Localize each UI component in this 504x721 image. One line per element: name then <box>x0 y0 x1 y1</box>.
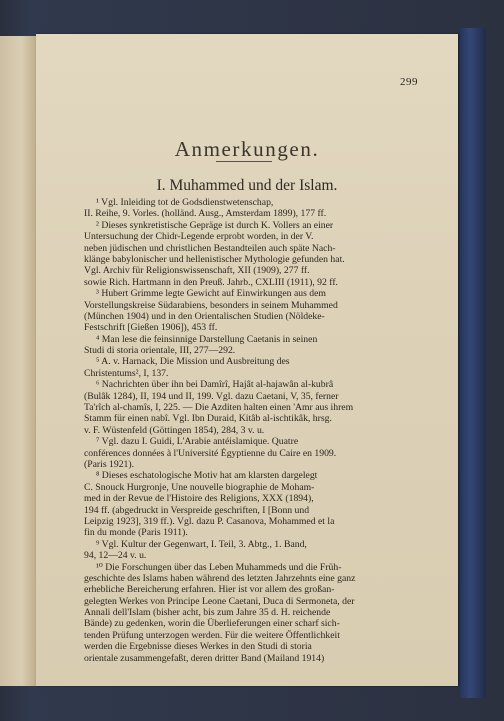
note-line: Leipzig 1923], 319 ff.). Vgl. dazu P. Casanova, Mohammed et la <box>84 515 335 527</box>
note-line: ⁶ Nachrichten über ihn bei Damîrî, Hajât al-hajawân al-kubrâ <box>96 379 334 391</box>
note-line: tenden Prüfung unterzogen werden. Für die weitere Öffentlichkeit <box>84 629 340 641</box>
note-line: Vgl. Archiv für Religionswissenschaft, XII (1909), 277 ff. <box>84 265 310 277</box>
note-line: 194 ff. (abgedruckt in Verspreide geschriften, I [Bonn und <box>84 504 310 516</box>
previous-page-edge <box>0 36 37 686</box>
note-line: ⁵ A. v. Harnack, Die Mission und Ausbreitung des <box>96 356 290 368</box>
note-line: Ta'rîch al-chamîs, I, 225. — Die Azditen halten einen 'Amr aus ihrem <box>84 402 354 414</box>
book-page <box>36 34 458 686</box>
note-line: ⁹ Vgl. Kultur der Gegenwart, I. Teil, 3. Abtg., 1. Band, <box>96 538 307 550</box>
note-line: Annali dell'Islam (bisher acht, bis zum Jahre 35 d. H. reichende <box>84 607 331 619</box>
note-line: gelegten Werkes von Principe Leone Caetani, Duca di Sermoneta, der <box>84 595 355 607</box>
note-line: Untersuchung der Chidr-Legende erprobt worden, in der V. <box>84 231 314 243</box>
note-line: Vorstellungskreise Südarabiens, besonders in seinem Muhammed <box>84 299 338 311</box>
note-line: (München 1904) und in den Orientalischen Studien (Nöldeke- <box>84 310 325 322</box>
note-line: v. F. Wüstenfeld (Göttingen 1854), 284, 3 v. u. <box>84 424 265 436</box>
note-line: erhebliche Bereicherung erfahren. Hier ist vor allem des großan- <box>84 584 335 596</box>
note-line: sowie Rich. Hartmann in den Preuß. Jahrb., CXLIII (1911), 92 ff. <box>84 276 338 288</box>
note-line: (Paris 1921). <box>84 458 135 470</box>
note-line: II. Reihe, 9. Vorles. (holländ. Ausg., Amsterdam 1899), 177 ff. <box>84 208 327 220</box>
note-line: ² Dieses synkretistische Gepräge ist durch K. Vollers an einer <box>96 219 334 231</box>
note-line: ¹⁰ Die Forschungen über das Leben Muhammeds und die Früh- <box>96 561 342 573</box>
note-line: Bände) zu gedenken, worin die Überlieferungen einer scharf sich- <box>84 618 340 630</box>
book-cover-edge <box>460 28 486 698</box>
page-heading: Anmerkungen. <box>174 137 320 161</box>
note-line: ⁸ Dieses eschatologische Motiv hat am klarsten dargelegt <box>96 470 318 482</box>
heading-rule <box>216 161 272 162</box>
note-line: conférences données à l'Université Égyptienne du Caire en 1909. <box>84 447 337 459</box>
note-line: orientale zusammengefaßt, deren dritter Band (Mailand 1914) <box>84 652 325 664</box>
note-line: fin du monde (Paris 1911). <box>84 527 188 539</box>
note-line: klänge babylonischer und hellenistischer Mythologie gefunden hat. <box>84 253 345 265</box>
note-line: ¹ Vgl. Inleiding tot de Godsdienstwetenschap, <box>96 197 274 208</box>
note-line: Festschrift [Gießen 1906]), 453 ff. <box>84 322 218 334</box>
note-line: C. Snouck Hurgronje, Une nouvelle biographie de Moham- <box>84 481 315 493</box>
note-line: Studi di storia orientale, III, 277—292. <box>84 345 236 357</box>
note-line: geschichte des Islams haben während des letzten Jahrzehnts eine ganz <box>84 572 356 584</box>
note-line: ⁷ Vgl. dazu I. Guidi, L'Arabie antéislamique. Quatre <box>96 436 299 448</box>
note-line: werden die Ergebnisse dieses Werkes in den Studi di storia <box>84 641 312 653</box>
note-line: med in der Revue de l'Histoire des Religions, XXX (1894), <box>84 493 314 505</box>
note-line: ³ Hubert Grimme legte Gewicht auf Einwirkungen aus dem <box>96 288 326 300</box>
note-line: (Bulâk 1284), II, 194 und II, 199. Vgl. dazu Caetani, V, 35, ferner <box>84 390 339 402</box>
note-line: ⁴ Man lese die feinsinnige Darstellung Caetanis in seinen <box>96 333 318 345</box>
note-line: Christentums², I, 137. <box>84 367 169 379</box>
note-line: neben jüdischen und christlichen Bestandteilen auch späte Nach- <box>84 242 336 254</box>
section-title: I. Muhammed und der Islam. <box>156 177 338 194</box>
footnotes-block <box>84 197 414 664</box>
page-number: 299 <box>400 76 418 88</box>
note-line: Stamm für einen nabî. Vgl. Ibn Duraid, Kitâb al-ischtikâk, hrsg. <box>84 413 332 425</box>
note-line: 94, 12—24 v. u. <box>84 550 147 562</box>
